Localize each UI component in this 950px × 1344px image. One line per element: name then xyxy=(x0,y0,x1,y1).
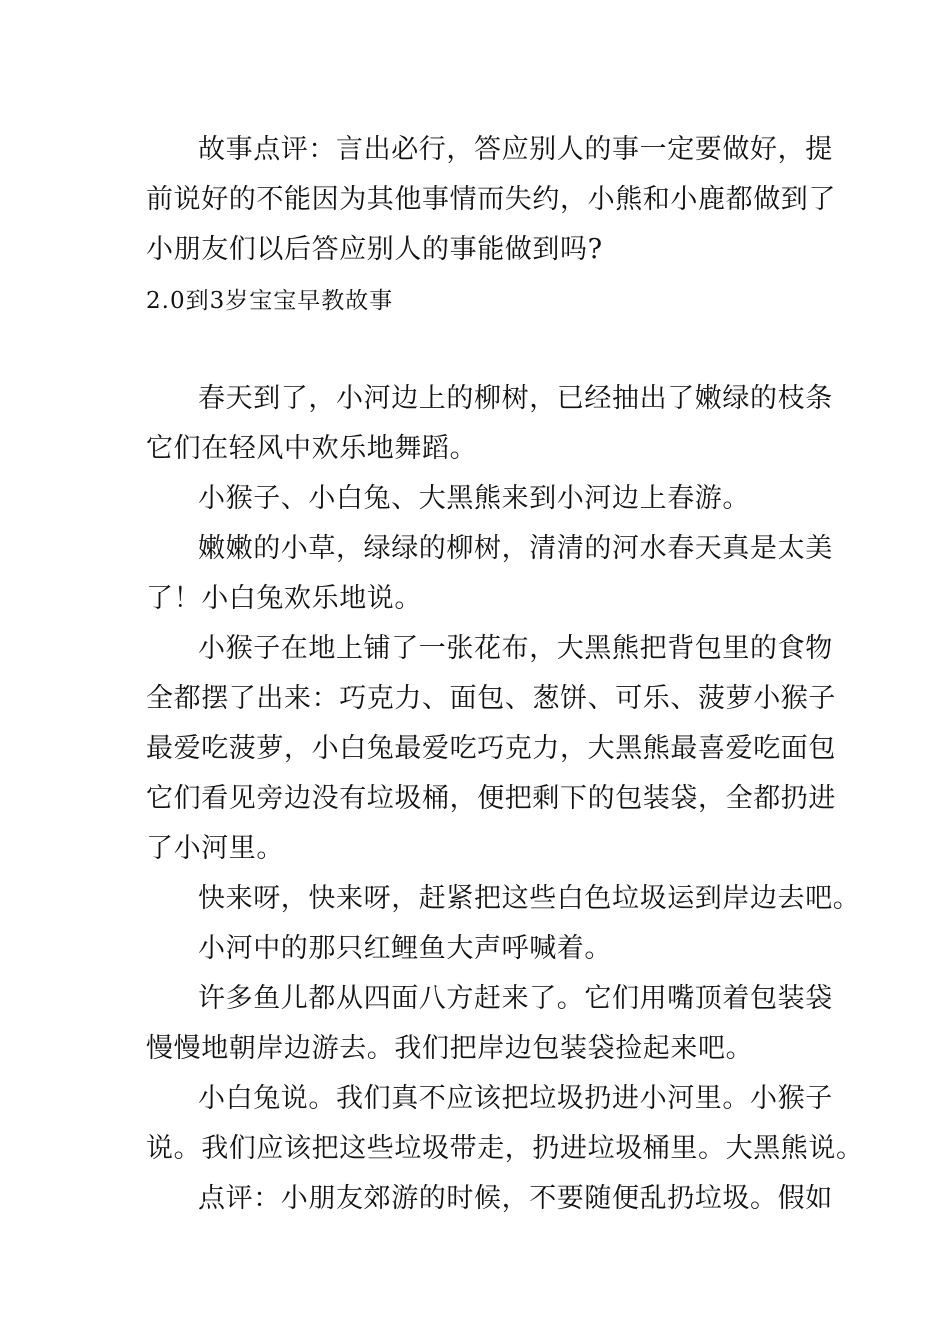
story-line-5: 了！小白兔欢乐地说。 xyxy=(146,583,422,614)
review-line-2: 前说好的不能因为其他事情而失约，小熊和小鹿都做到了 xyxy=(146,184,836,215)
story-line-10: 了小河里。 xyxy=(146,833,284,864)
review-line-1: 故事点评：言出必行，答应别人的事一定要做好，提 xyxy=(198,134,833,165)
story-line-13: 许多鱼儿都从四面八方赶来了。它们用嘴顶着包装袋 xyxy=(198,983,833,1014)
story-line-7: 全都摆了出来：巧克力、面包、葱饼、可乐、菠萝小猴子 xyxy=(146,683,836,714)
story-line-15: 小白兔说。我们真不应该把垃圾扔进小河里。小猴子 xyxy=(198,1083,833,1114)
story-line-8: 最爱吃菠萝，小白兔最爱吃巧克力，大黑熊最喜爱吃面包 xyxy=(146,733,836,764)
story-line-12: 小河中的那只红鲤鱼大声呼喊着。 xyxy=(198,933,612,964)
story-line-1: 春天到了，小河边上的柳树，已经抽出了嫩绿的枝条 xyxy=(198,383,833,414)
story-line-2: 它们在轻风中欢乐地舞蹈。 xyxy=(146,433,478,464)
story-line-4: 嫩嫩的小草，绿绿的柳树，清清的河水春天真是太美 xyxy=(198,533,833,564)
section-heading: 2.0到3岁宝宝早教故事 xyxy=(146,288,394,314)
story-line-16: 说。我们应该把这些垃圾带走，扔进垃圾桶里。大黑熊说。 xyxy=(146,1133,864,1164)
story-line-3: 小猴子、小白兔、大黑熊来到小河边上春游。 xyxy=(198,483,750,514)
story-line-6: 小猴子在地上铺了一张花布，大黑熊把背包里的食物 xyxy=(198,633,833,664)
story-line-14: 慢慢地朝岸边游去。我们把岸边包装袋捡起来吧。 xyxy=(146,1033,754,1064)
story-line-9: 它们看见旁边没有垃圾桶，便把剩下的包装袋，全都扔进 xyxy=(146,783,836,814)
story-line-11: 快来呀，快来呀，赶紧把这些白色垃圾运到岸边去吧。 xyxy=(198,883,861,914)
review-line-3: 小朋友们以后答应别人的事能做到吗? xyxy=(146,234,603,265)
story-line-17: 点评：小朋友郊游的时候，不要随便乱扔垃圾。假如 xyxy=(198,1183,833,1214)
